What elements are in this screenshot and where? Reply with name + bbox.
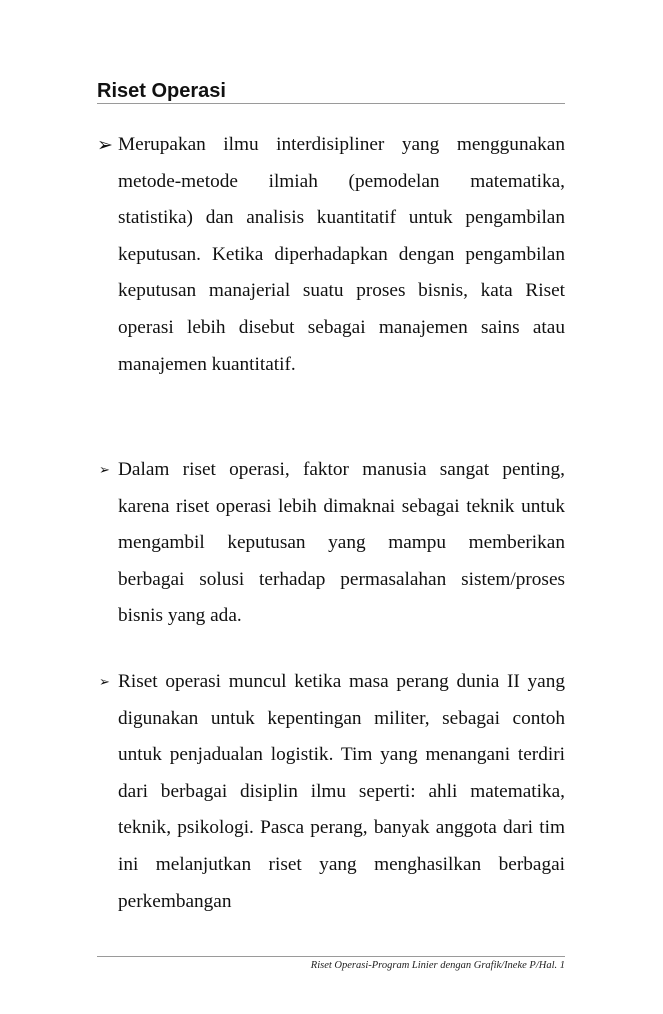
arrowhead-bullet-icon: ➢ [99,463,110,478]
bullet-item-history [97,664,565,924]
bullet-item-definition [97,127,565,427]
page-title: Riset Operasi [97,80,226,102]
arrowhead-bullet-icon: ➢ [97,134,113,156]
bullet-item-human-factor [97,452,565,642]
title-underline-divider [97,103,565,104]
bullet-text: Riset operasi muncul ketika masa perang dunia II yang digunakan untuk kepentingan militer, sebagai contoh untuk penjadualan logistik. Tim yang menangani terdiri dari berbagai disiplin ilmu seperti: ahli matematika, teknik, psikologi. Pasca perang, banyak anggota dari tim ini melanjutkan riset yang menghasilkan berbagai perkembangan [118,671,565,912]
arrowhead-bullet-icon: ➢ [99,675,110,690]
footer-divider [97,956,565,957]
bullet-text: Merupakan ilmu interdisipliner yang menggunakan metode-metode ilmiah (pemodelan matematika, statistika) dan analisis kuantitatif untuk pengambilan keputusan. Ketika diperhadapkan dengan pengambilan keputusan manajerial suatu proses bisnis, kata Riset operasi lebih disebut sebagai manajemen sains atau manajemen kuantitatif. [118,134,565,375]
page-footer: Riset Operasi-Program Linier dengan Grafik/Ineke P/Hal. 1 [310,960,565,971]
bullet-text: Dalam riset operasi, faktor manusia sangat penting, karena riset operasi lebih dimaknai sebagai teknik untuk mengambil keputusan yang mampu memberikan berbagai solusi terhadap permasalahan sistem/proses bisnis yang ada. [118,459,565,627]
